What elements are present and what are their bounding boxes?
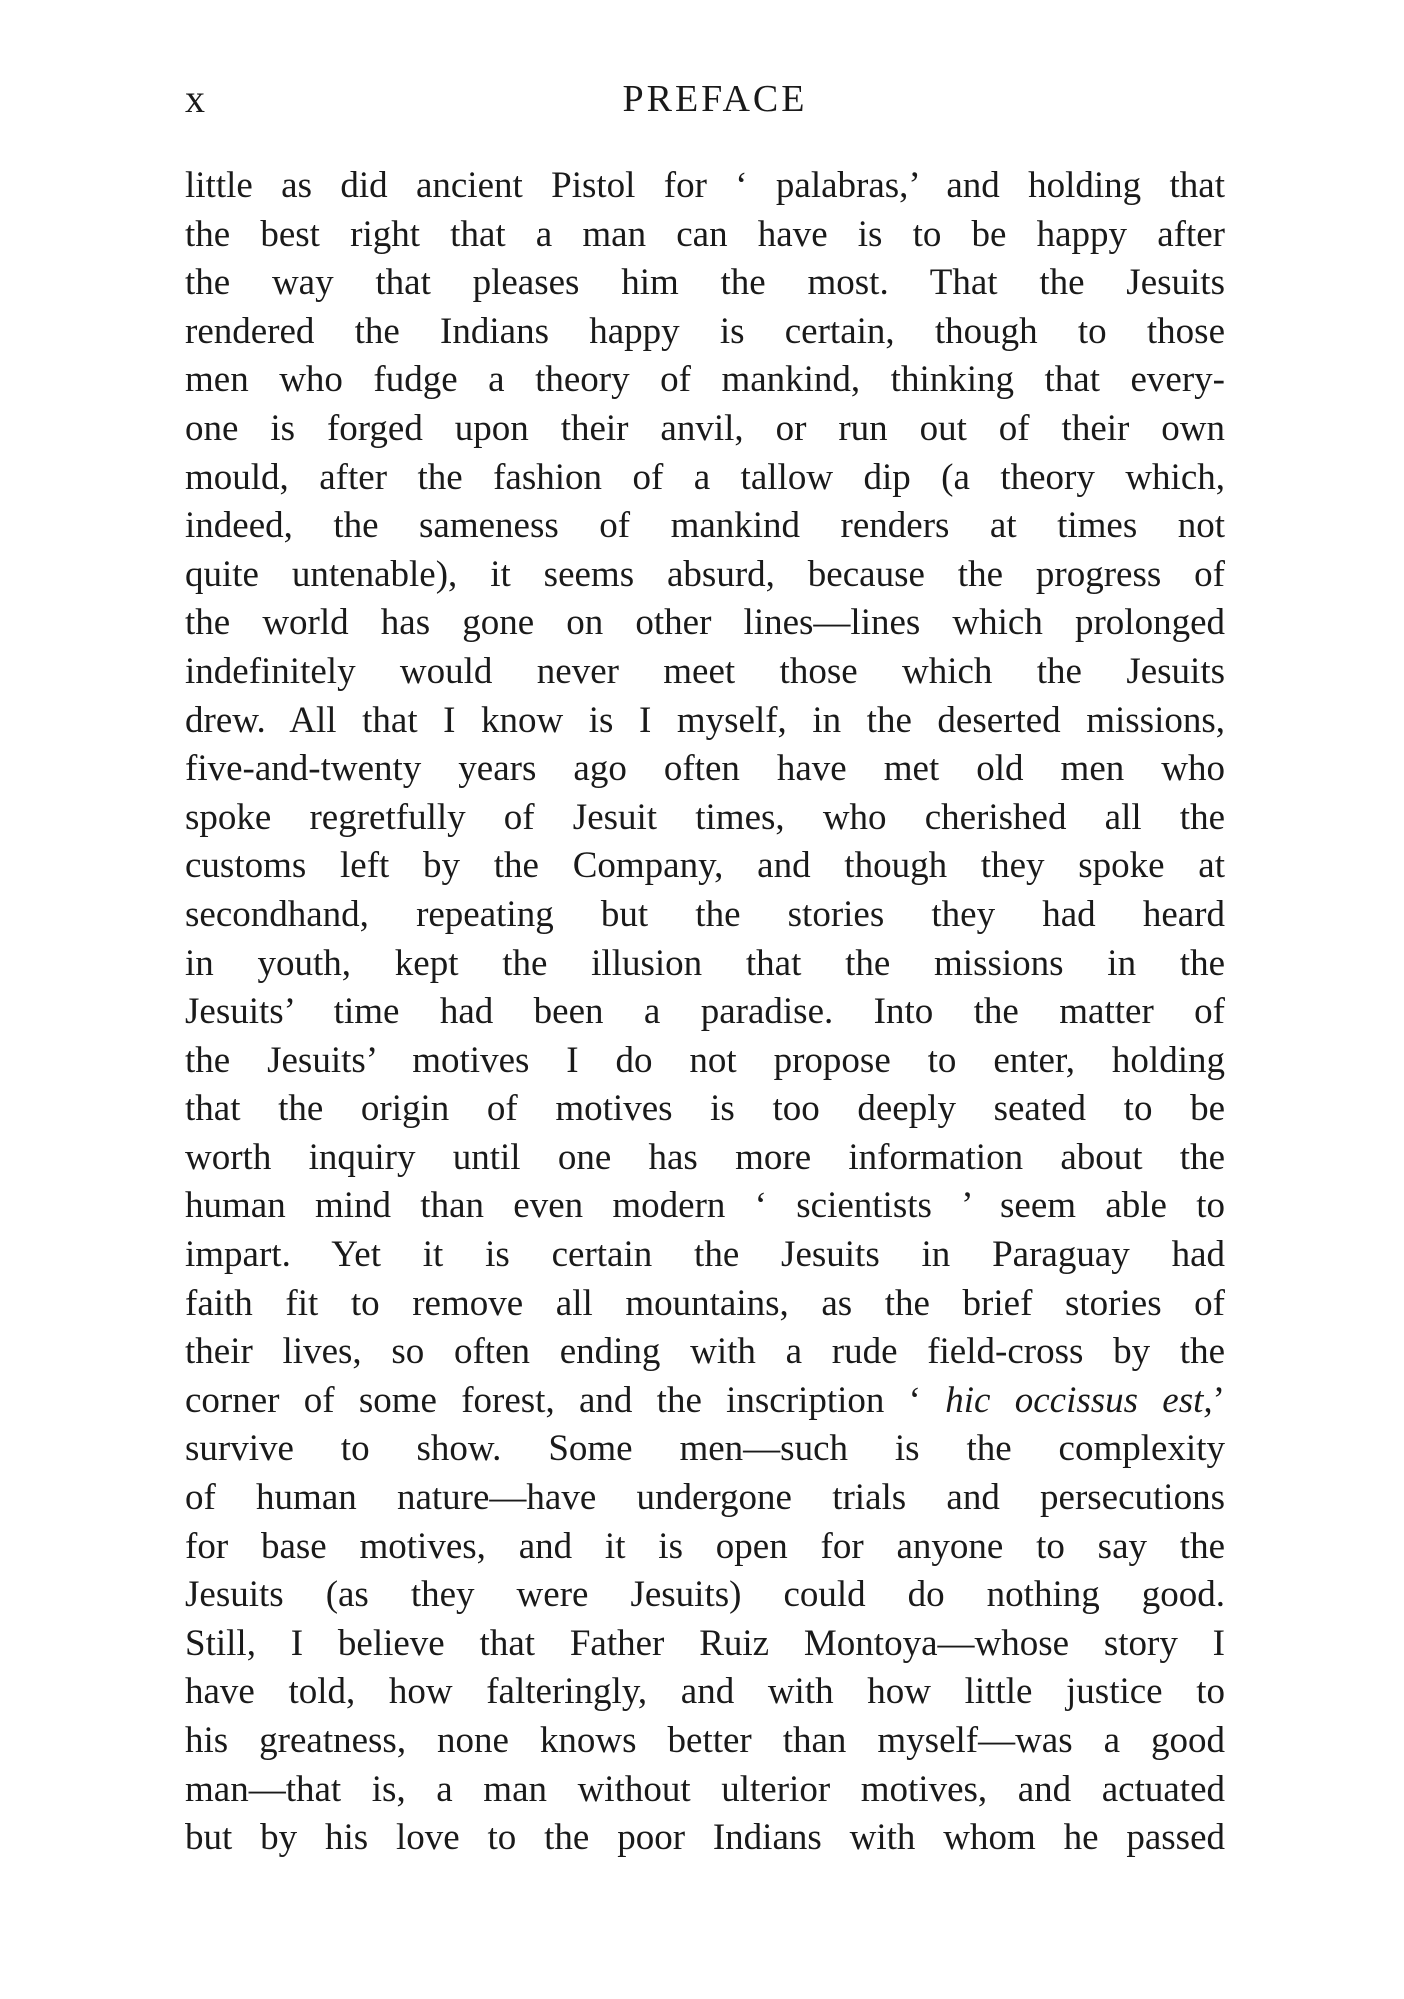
text-line: drew. All that I know is I myself, in the deserted missions,: [185, 699, 1225, 741]
text-line: in youth, kept the illusion that the missions in the: [185, 942, 1225, 984]
text-line: men who fudge a theory of mankind, thinking that every-: [185, 359, 1225, 401]
text-line: the way that pleases him the most. That the Jesuits: [185, 262, 1225, 304]
page-number: x: [185, 76, 206, 121]
text-line: the best right that a man can have is to be happy after: [185, 213, 1225, 255]
text-line: their lives, so often ending with a rude field-cross by the: [185, 1331, 1225, 1373]
text-line: mould, after the fashion of a tallow dip (a theory which,: [185, 456, 1225, 498]
text-line: one is forged upon their anvil, or run out of their own: [185, 407, 1225, 449]
text-line: man—that is, a man without ulterior motives, and actuated: [185, 1768, 1225, 1810]
inscription-lead: corner of some forest, and the inscription ‘: [185, 1379, 946, 1421]
inscription-close: ’: [1212, 1379, 1225, 1421]
text-line: five-and-twenty years ago often have met old men who: [185, 748, 1225, 790]
text-line: of human nature—have undergone trials and persecutions: [185, 1477, 1225, 1519]
text-line: rendered the Indians happy is certain, though to those: [185, 310, 1225, 352]
text-line: customs left by the Company, and though they spoke at: [185, 845, 1225, 887]
text-line: faith fit to remove all mountains, as the brief stories of: [185, 1282, 1225, 1324]
text-line: survive to show. Some men—such is the complexity: [185, 1428, 1225, 1470]
text-line: have told, how falteringly, and with how little justice to: [185, 1671, 1225, 1713]
text-line: Jesuits’ time had been a paradise. Into the matter of: [185, 991, 1225, 1033]
text-line: little as did ancient Pistol for ‘ palabras,’ and holding that: [185, 165, 1225, 206]
text-line: Still, I believe that Father Ruiz Montoya—whose story I: [185, 1622, 1225, 1664]
text-line: worth inquiry until one has more information about the: [185, 1136, 1225, 1178]
text-line: indefinitely would never meet those which the Jesuits: [185, 650, 1225, 692]
text-line: Jesuits (as they were Jesuits) could do nothing good.: [185, 1574, 1225, 1616]
text-line: that the origin of motives is too deeply seated to be: [185, 1088, 1225, 1130]
text-line: indeed, the sameness of mankind renders at times not: [185, 505, 1225, 547]
text-line: his greatness, none knows better than myself—was a good: [185, 1720, 1225, 1761]
text-line: quite untenable), it seems absurd, because the progress of: [185, 553, 1225, 595]
text-line: impart. Yet it is certain the Jesuits in Paraguay had: [185, 1234, 1225, 1276]
text-line: the world has gone on other lines—lines which prolonged: [185, 602, 1225, 644]
text-line: for base motives, and it is open for anyone to say the: [185, 1525, 1225, 1567]
running-title: PREFACE: [622, 78, 808, 120]
text-line: the Jesuits’ motives I do not propose to enter, holding: [185, 1039, 1225, 1081]
latin-inscription: hic occissus est,: [945, 1379, 1213, 1421]
text-line-inscription: [185, 1377, 1225, 1426]
text-line: spoke regretfully of Jesuit times, who cherished all the: [185, 796, 1225, 838]
text-line: but by his love to the poor Indians with whom he passed: [185, 1817, 1225, 1859]
body-text: [185, 162, 1225, 1863]
text-line: secondhand, repeating but the stories they had heard: [185, 893, 1225, 935]
text-line: human mind than even modern ‘ scientists ’ seem able to: [185, 1185, 1225, 1227]
